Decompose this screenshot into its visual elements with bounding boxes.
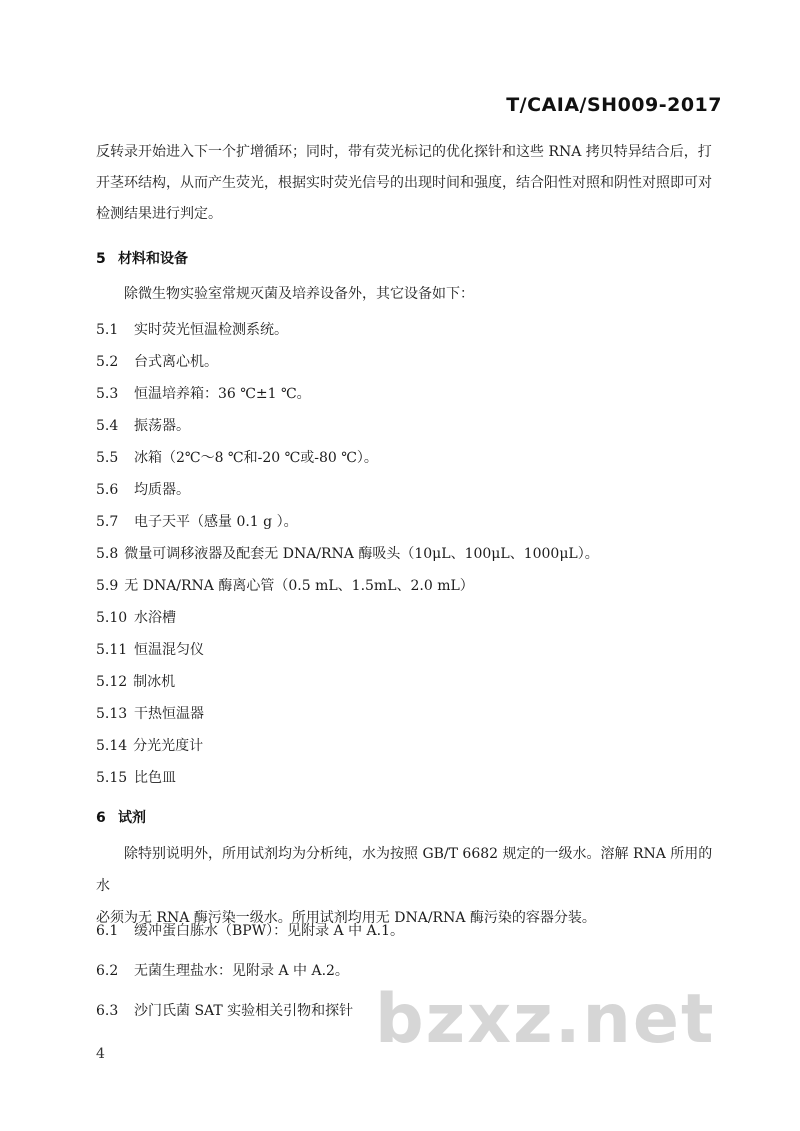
item-number: 5.15: [96, 770, 128, 786]
section-5-lead: [96, 279, 716, 310]
list-item: [96, 607, 176, 627]
item-text: 无菌生理盐水：见附录 A 中 A.2。: [134, 963, 349, 979]
item-text: 恒温混匀仪: [134, 642, 204, 658]
standard-code: T/CAIA/SH009-2017: [506, 94, 722, 116]
item-text: 振荡器。: [134, 418, 190, 434]
item-number: 5.1: [96, 322, 119, 338]
lead-text: 除微生物实验室常规灭菌及培养设备外，其它设备如下：: [124, 286, 474, 302]
item-number: 5.10: [96, 610, 128, 626]
paragraph-text: 除特别说明外，所用试剂均为分析纯，水为按照 GB/T 6682 规定的一级水。溶解 RNA 所用的水: [96, 846, 713, 894]
item-number: 5.2: [96, 354, 119, 370]
page-number: 4: [96, 1046, 105, 1062]
item-number: 6.1: [96, 923, 119, 939]
item-text: 制冰机: [133, 674, 176, 690]
item-text: 台式离心机。: [134, 354, 218, 370]
item-number: 5.13: [96, 706, 128, 722]
list-item: [96, 575, 474, 595]
list-item: [96, 767, 176, 787]
intro-line: 反转录开始进入下一个扩增循环；同时，带有荧光标记的优化探针和这些 RNA 拷贝特异结合后，打: [96, 144, 712, 160]
item-text: 水浴槽: [134, 610, 176, 626]
list-item: [96, 415, 190, 435]
item-number: 5.3: [96, 386, 119, 402]
item-text: 冰箱（2℃～8 ℃和-20 ℃或-80 ℃）。: [134, 450, 378, 466]
paragraph-line: [96, 838, 716, 902]
section-number: 5: [96, 251, 106, 267]
item-text: 缓冲蛋白胨水（BPW）：见附录 A 中 A.1。: [134, 923, 405, 939]
list-item: [96, 1000, 353, 1020]
section-6-heading: [96, 807, 146, 827]
section-title: 试剂: [118, 810, 146, 826]
item-number: 5.4: [96, 418, 119, 434]
item-text: 均质器。: [134, 482, 190, 498]
intro-paragraph: [96, 137, 716, 230]
item-number: 5.7: [96, 514, 119, 530]
watermark: bzxz.net: [375, 980, 716, 1059]
list-item: [96, 639, 204, 659]
list-item: [96, 319, 288, 339]
item-text: 分光光度计: [133, 738, 204, 754]
item-number: 5.12: [96, 674, 128, 690]
item-number: 6.3: [96, 1003, 119, 1019]
item-number: 6.2: [96, 963, 119, 979]
section-number: 6: [96, 810, 106, 826]
list-item: [96, 735, 203, 755]
list-item: [96, 383, 311, 403]
intro-line: 检测结果进行判定。: [96, 206, 222, 222]
list-item: [96, 543, 599, 563]
list-item: [96, 511, 298, 531]
list-item: [96, 479, 190, 499]
section-title: 材料和设备: [118, 251, 188, 267]
item-text: 实时荧光恒温检测系统。: [134, 322, 288, 338]
list-item: [96, 960, 349, 980]
list-item: [96, 703, 204, 723]
item-text: 沙门氏菌 SAT 实验相关引物和探针: [134, 1003, 354, 1019]
item-number: 5.5: [96, 450, 119, 466]
item-number: 5.8: [96, 546, 119, 562]
intro-line: 开茎环结构，从而产生荧光，根据实时荧光信号的出现时间和强度，结合阳性对照和阴性对照即可对: [96, 175, 712, 191]
list-item: [96, 447, 378, 467]
item-text: 无 DNA/RNA 酶离心管（0.5 mL、1.5mL、2.0 mL）: [124, 578, 474, 594]
item-text: 微量可调移液器及配套无 DNA/RNA 酶吸头（10μL、100μL、1000μL）。: [124, 546, 599, 562]
item-text: 干热恒温器: [134, 706, 204, 722]
item-text: 电子天平（感量 0.1 g ）。: [134, 514, 298, 530]
list-item: [96, 671, 175, 691]
item-number: 5.11: [96, 642, 128, 658]
paragraph-line: 必须为无 RNA 酶污染一级水。所用试剂均用无 DNA/RNA 酶污染的容器分装。: [96, 910, 596, 926]
item-text: 恒温培养箱：36 ℃±1 ℃。: [134, 386, 311, 402]
item-text: 比色皿: [134, 770, 176, 786]
item-number: 5.6: [96, 482, 119, 498]
section-5-heading: [96, 248, 188, 268]
list-item: [96, 351, 218, 371]
item-number: 5.14: [96, 738, 128, 754]
list-item: [96, 920, 404, 940]
item-number: 5.9: [96, 578, 119, 594]
